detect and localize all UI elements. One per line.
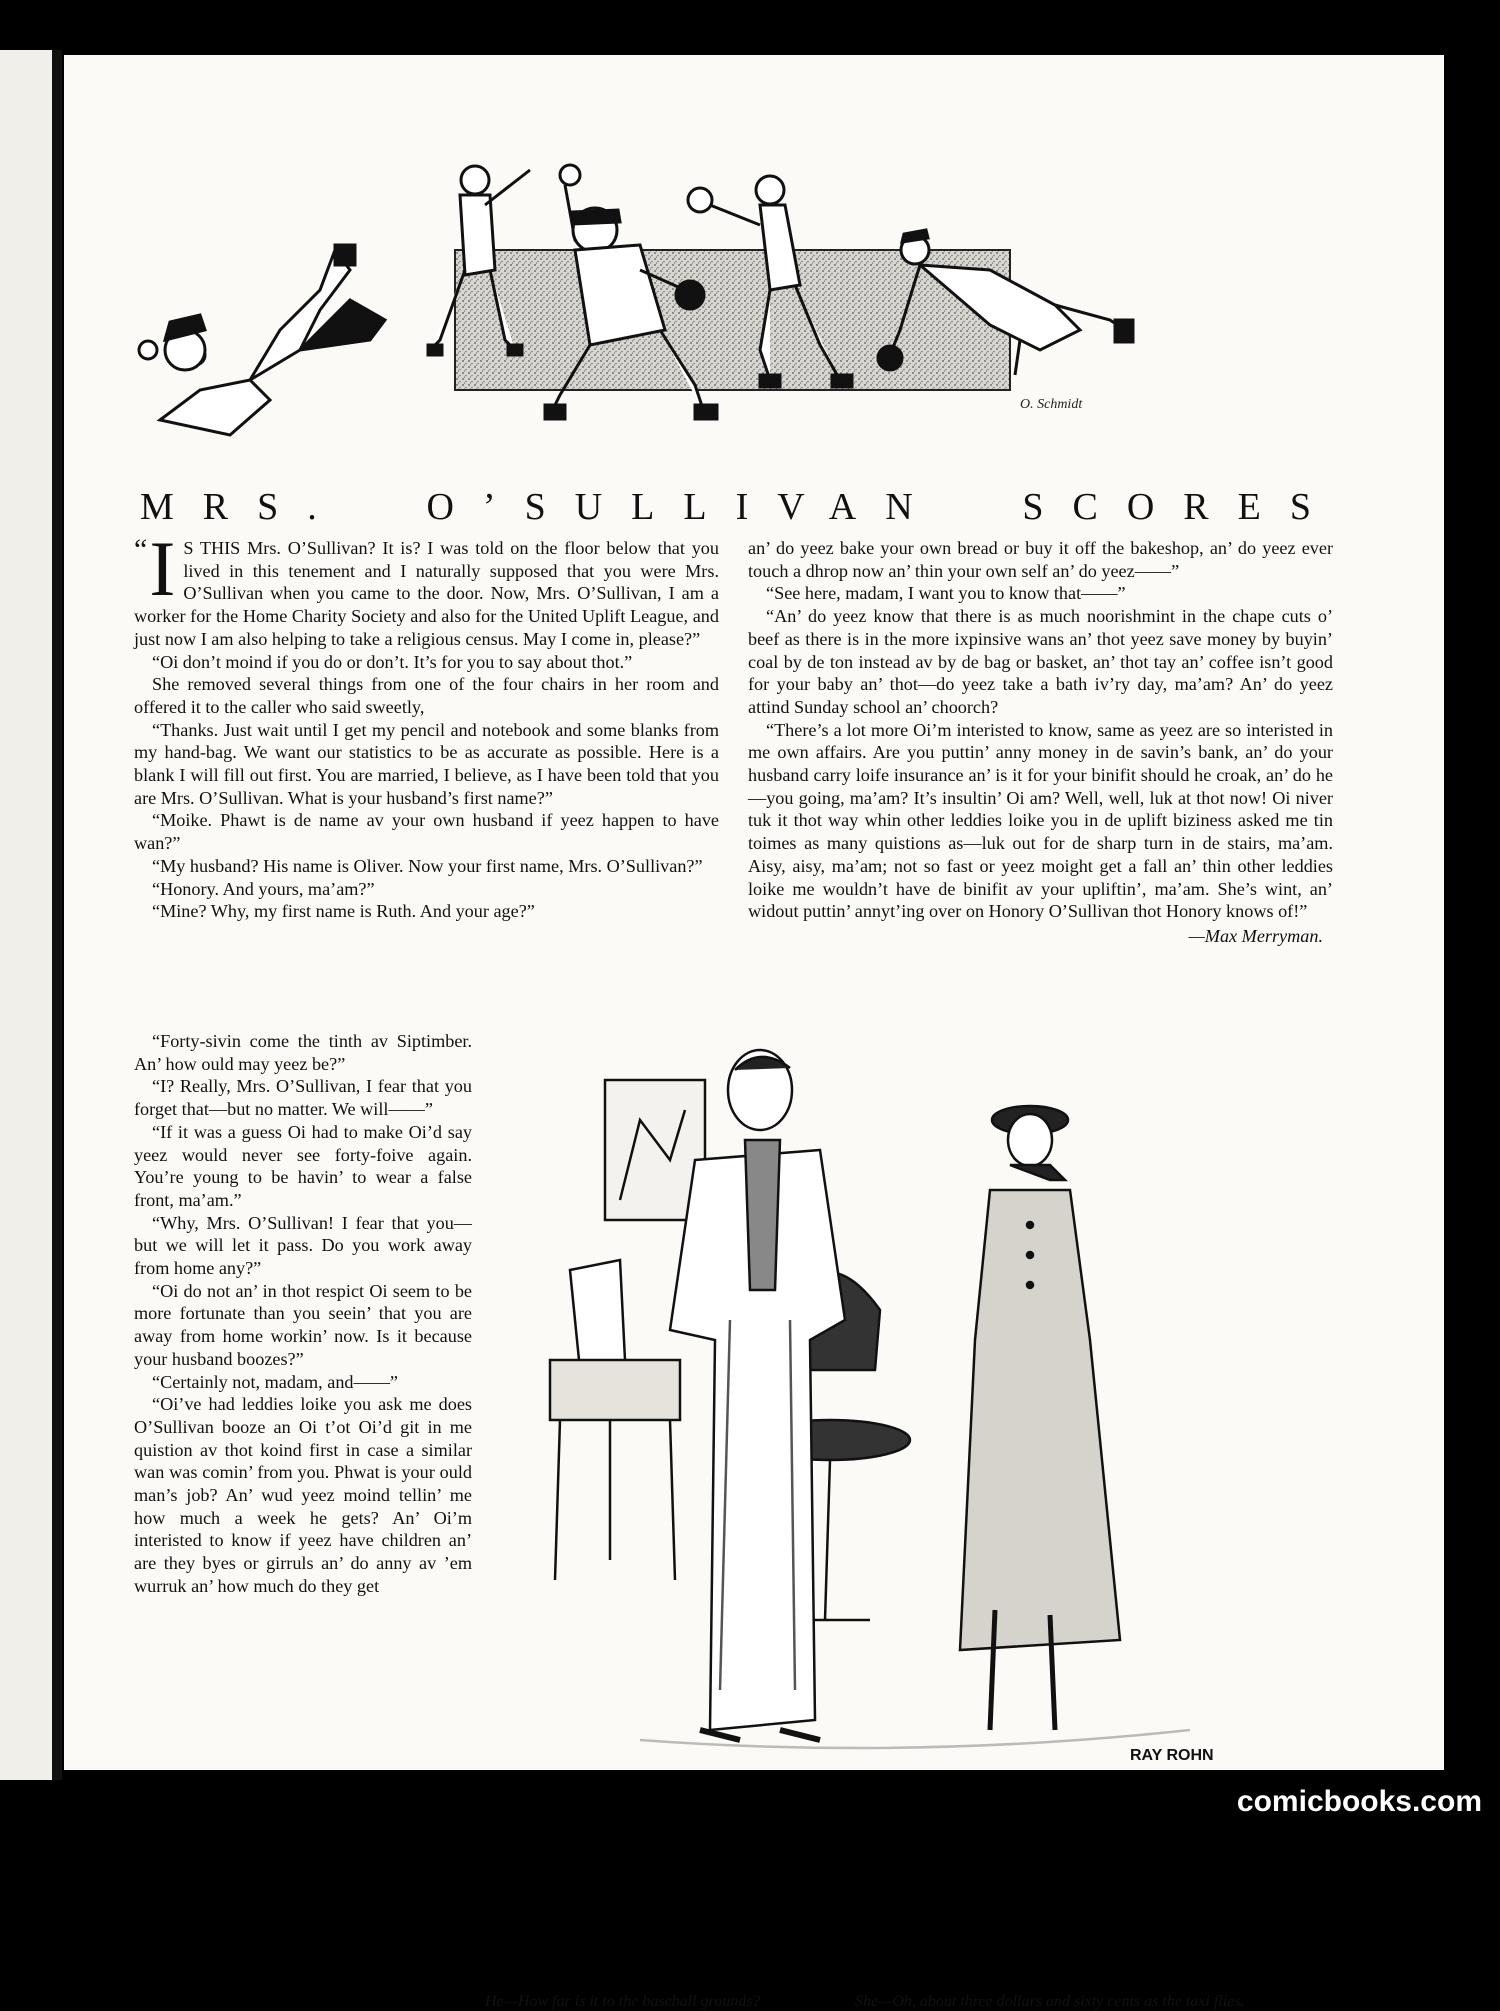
chair <box>550 1260 680 1580</box>
paragraph-16: an’ do yeez bake your own bread or buy it off the bakeshop, an’ do yeez ever touch a dhrop now an’ thin your own self an’ do yeez——” <box>748 538 1333 581</box>
title-word-2: O’SULLIVAN <box>426 486 942 528</box>
caption-she: She—Oh, about three dollars and sixty cents as the taxi flies. <box>855 1993 1245 2010</box>
paragraph-14: “Certainly not, madam, and——” <box>152 1371 398 1392</box>
paragraph-18: “An’ do yeez know that there is as much noorishmint in the chape cuts o’ beef as there is in the more ixpinsive wans an’ thot yeez save money by buyin’ coal by de ton instead av by de bag or basket, an’ thot tay an’ coffee isn’t good for your baby an’ thot—do yeez take a bath iv’ry day, ma’am? An’ do yeez attind Sunday school an’ choorch? <box>748 606 1333 717</box>
paragraph-7: “Honory. And yours, ma’am?” <box>152 878 375 899</box>
paragraph-10: “I? Really, Mrs. O’Sullivan, I fear that you forget that—but no matter. We will——” <box>134 1076 472 1120</box>
caption-he: He—How far is it to the baseball grounds? <box>485 1993 761 2010</box>
opening-quote: “ <box>134 533 148 566</box>
drop-cap: I <box>149 525 176 612</box>
paragraph-19: “There’s a lot more Oi’m interisted to know, same as yeez are so interisted in me own affairs. Are you puttin’ anny money in de savin’s bank, an’ do your husband carry loife insurance an’ is it for your binifit should he croak, an’ do he—you going, ma’am? It’s insultin’ Oi am? Well, well, luk at thot now! Oi niver tuk it thot way whin other leddies loike you in de uplift biziness asked me tin toimes as many quistions as—luk out for de sharp turn in de stairs, ma’am. Aisy, aisy, ma’am; not so fast or yeez moight get a fall an’ thin other leddies loike me wouldn’t have de binifit av your upliftin’, ma’am. She’s wint, an’ widout puttin’ annyt’ing over on Honory O’Sullivan thot Honory knows of!” <box>748 719 1333 922</box>
title-word-3: SCORES <box>1022 486 1340 528</box>
header-artist-signature: O. Schmidt <box>1020 397 1083 412</box>
author-signature: —Max Merryman. <box>1188 925 1323 946</box>
paragraph-17: “See here, madam, I want you to know that——” <box>766 583 1126 604</box>
title-word-1: MRS. <box>140 486 346 528</box>
paragraph-1: “ I S THIS Mrs. O’Sullivan? It is? I was told on the floor below that you lived in this tenement and I naturally supposed that you were Mrs. O’Sullivan when you came to the door. Now, Mrs. O’Sullivan, I am a worker for the Home Charity Society and also for the United Uplift League, and just now I am also helping to take a religious census. May I come in, please?” <box>134 525 719 649</box>
illustrator-signature: RAY ROHN <box>1130 1747 1214 1764</box>
paragraph-5: “Moike. Phawt is de name av your own husband if yeez happen to have wan?” <box>134 810 719 854</box>
paragraph-6: “My husband? His name is Oliver. Now your first name, Mrs. O’Sullivan?” <box>152 855 703 876</box>
paragraph-9: “Forty-sivin come the tinth av Siptimber. An’ how ould may yeez be?” <box>134 1031 472 1074</box>
paragraph-15: “Oi’ve had leddies loike you ask me does O’Sullivan booze an Oi t’ot Oi’d git in me quistion av thot koind first in case a similar wan was comin’ from you. Phwat is your ould man’s job? An’ wud yeez moind tellin’ me how much a week he gets? An’ Oi’m interisted to know if yeez have children an’ are they byes or girruls an’ do anny av ’em wurruk an’ how much do they get <box>134 1394 472 1596</box>
baseball-players-illustration <box>120 150 1330 480</box>
article-column-narrow <box>134 1030 472 1598</box>
article-column-right <box>748 537 1333 948</box>
paragraph-11: “If it was a guess Oi had to make Oi’d say yeez would never see forty-foive again. You’re young to be havin’ to wear a false front, ma’am.” <box>134 1121 472 1210</box>
article-column-left <box>134 525 719 923</box>
falling-player <box>139 245 385 435</box>
paragraph-2: “Oi don’t moind if you do or don’t. It’s for you to say about thot.” <box>152 651 633 672</box>
man-and-woman-illustration <box>490 1040 1340 1980</box>
paragraph-4: “Thanks. Just wait until I get my pencil and notebook and some blanks from my hand-bag. We want our statistics to be as accurate as possible. Here is a blank I will fill out first. You are married, I believe, as I have been told that you are Mrs. O’Sullivan. What is your husband’s first name?” <box>134 719 719 808</box>
paragraph-8: “Mine? Why, my first name is Ruth. And your age?” <box>152 901 535 922</box>
paragraph-3: She removed several things from one of the four chairs in her room and offered it to the caller who said sweetly, <box>134 674 719 717</box>
article-title <box>140 485 1340 529</box>
adjacent-page-edge <box>0 50 58 1780</box>
paragraph-12: “Why, Mrs. O’Sullivan! I fear that you—but we will let it pass. Do you work away from home any?” <box>134 1212 472 1279</box>
paragraph-13: “Oi do not an’ in thot respict Oi seem to be more fortunate than you seein’ that you are away from home workin’ now. Is it because your husband boozes?” <box>134 1280 472 1369</box>
woman-figure <box>960 1106 1120 1730</box>
binding-gutter <box>52 50 62 1780</box>
site-watermark: comicbooks.com <box>1236 1785 1482 1818</box>
